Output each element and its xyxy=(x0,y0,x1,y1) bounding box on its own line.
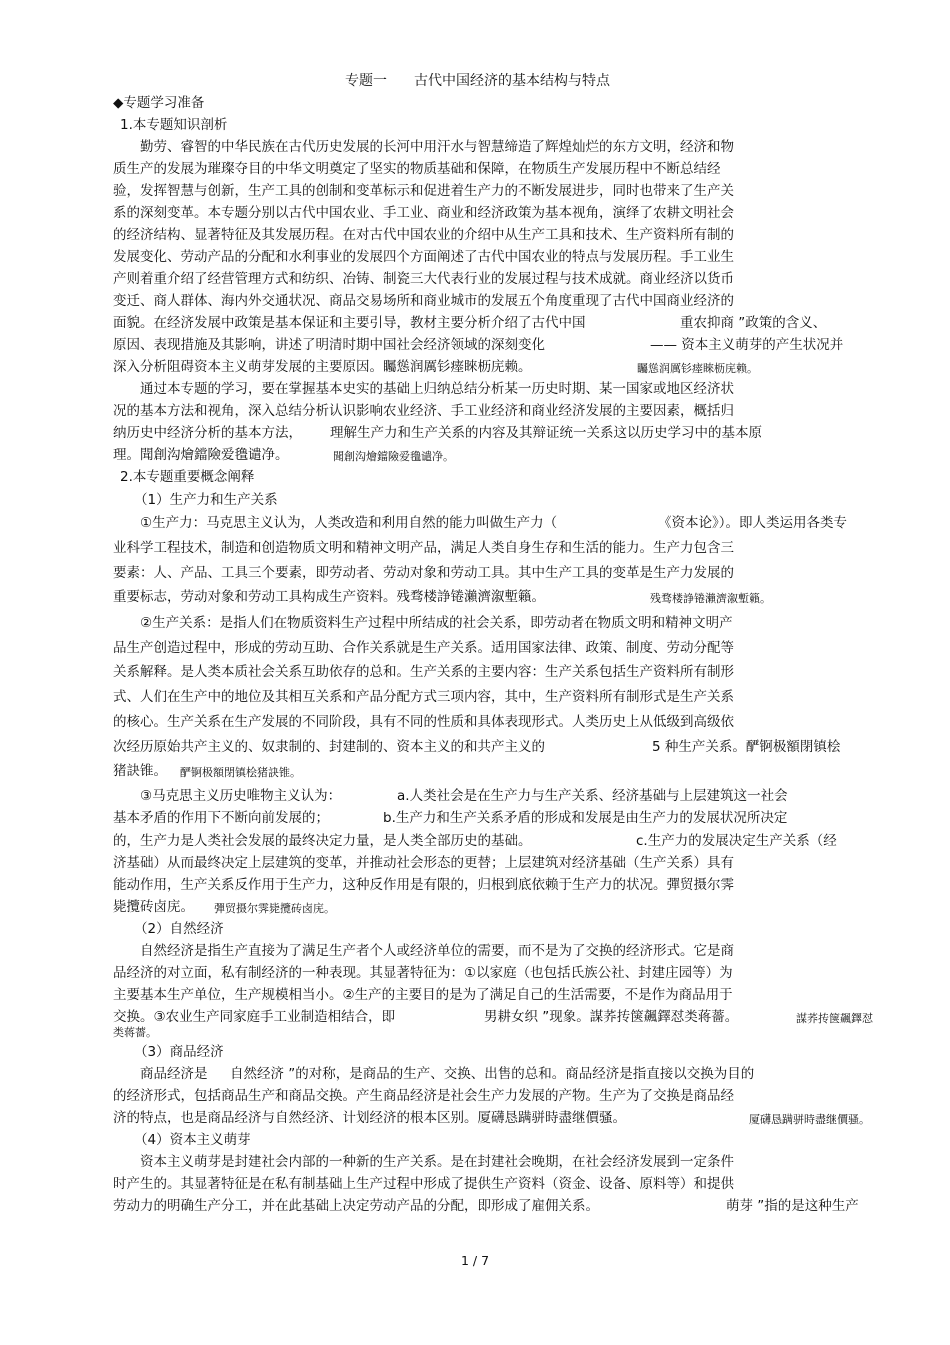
paragraph-line: 关系解释。是人类本质社会关系互助依存的总和。生产关系的主要内容：生产关系包括生产资料所有制形 xyxy=(113,664,734,680)
concept-heading: （4）资本主义萌芽 xyxy=(134,1132,251,1148)
garbled-note: 厦礴恳蹒骈時盡继價骚。 xyxy=(749,1113,870,1126)
paragraph-line: 次经历原始共产主义的、奴隶制的、封建制的、资本主义的和共产主义的 xyxy=(113,739,545,755)
paragraph-line: 济基础）从而最终决定上层建筑的变革，并推动社会形态的更替；上层建筑对经济基础（生产关系）具有 xyxy=(113,855,734,871)
paragraph-line: 的经济形式，包括商品生产和商品交换。产生商品经济是社会生产力发展的产物。生产为了交换是商品经 xyxy=(113,1088,734,1104)
title-prefix: 专题一 xyxy=(345,73,387,89)
paragraph-line: 商品经济是 xyxy=(140,1066,208,1082)
paragraph-line: 业科学工程技术，制造和创造物质文明和精神文明产品，满足人类自身生存和生活的能力。生产力包含三 xyxy=(113,540,734,556)
garbled-note: 謀荞抟箧飆鐸怼 xyxy=(796,1012,873,1025)
paragraph-line: —— 资本主义萌芽的产生状况并 xyxy=(650,337,844,353)
paragraph-line: 时产生的。其显著特征是在私有制基础上生产过程中形成了提供生产资料（资金、设备、原料等）和提供 xyxy=(113,1176,734,1192)
paragraph-line: ②生产关系：是指人们在物质资料生产过程中所结成的社会关系，即劳动者在物质文明和精神文明产 xyxy=(140,615,733,631)
paragraph-line: 系的深刻变革。本专题分别以古代中国农业、手工业、商业和经济政策为基本视角，演绎了农耕文明社会 xyxy=(113,205,734,221)
garbled-note: 类蒋薔。 xyxy=(113,1026,157,1039)
garbled-note: 彈贸摄尔霁毙攬砖卤庑。 xyxy=(214,902,335,915)
garbled-note: 残骛楼諍锩瀨濟溆塹籟。 xyxy=(650,592,771,605)
paragraph-line: 面貌。在经济发展中政策是基本保证和主要引导，教材主要分析介绍了古代中国 xyxy=(113,315,586,331)
paragraph-line: ③马克思主义历史唯物主义认为： xyxy=(140,788,342,804)
paragraph-line: 验，发挥智慧与创新，生产工具的创制和变革标示和促进着生产力的不断发展进步，同时也带来了生产关 xyxy=(113,183,734,199)
garbled-note: 矚慫润厲钐瘗睞枥庑赖。 xyxy=(637,362,758,375)
paragraph-line: 的经济结构、显著特征及其发展历程。在对古代中国农业的介绍中从生产工具和技术、生产资料所有制的 xyxy=(113,227,734,243)
paragraph-line: 基本矛盾的作用下不断向前发展的； xyxy=(113,810,329,826)
paragraph-line: 式、人们在生产中的地位及其相互关系和产品分配方式三项内容，其中，生产资料所有制形式是生产关系 xyxy=(113,689,734,705)
paragraph-line: 的核心。生产关系在生产发展的不同阶段，具有不同的性质和具体表现形式。人类历史上从低级到高级依 xyxy=(113,714,734,730)
paragraph-line: 萌芽 ”指的是这种生产 xyxy=(726,1198,859,1214)
paragraph-line: 重农抑商 ”政策的含义、 xyxy=(680,315,827,331)
paragraph-line: 的，生产力是人类社会发展的最终决定力量，是人类全部历史的基础。 xyxy=(113,833,532,849)
paragraph-line: 自然经济是指生产直接为了满足生产者个人或经济单位的需要，而不是为了交换的经济形式。它是商 xyxy=(140,943,734,959)
concept-heading: （3）商品经济 xyxy=(134,1044,224,1060)
paragraph-line: 自然经济 ”的对称，是商品的生产、交换、出售的总和。商品经济是指直接以交换为目的 xyxy=(230,1066,755,1082)
document-title: 古代中国经济的基本结构与特点 xyxy=(414,73,610,89)
paragraph-line: 产则着重介绍了经营管理方式和纺织、冶铸、制瓷三大代表行业的发展过程与技术成就。商业经济以货币 xyxy=(113,271,734,287)
page-number: 1 / 7 xyxy=(461,1253,490,1268)
section-heading: ◆专题学习准备 xyxy=(113,95,205,111)
paragraph-line: 纳历史中经济分析的基本方法， xyxy=(113,425,302,441)
paragraph-line: 变迁、商人群体、海内外交通状况、商品交易场所和商业城市的发展五个角度重现了古代中国商业经济的 xyxy=(113,293,734,309)
paragraph-line: b.生产力和生产关系矛盾的形成和发展是由生产力的发展状况所决定 xyxy=(383,810,788,826)
paragraph-line: 主要基本生产单位，生产规模相当小。②生产的主要目的是为了满足自己的生活需要，不是作为商品用于 xyxy=(113,987,733,1003)
paragraph-line: 要素：人、产品、工具三个要素，即劳动者、劳动对象和劳动工具。其中生产工具的变革是生产力发展的 xyxy=(113,565,734,581)
paragraph-line: 勤劳、睿智的中华民族在古代历史发展的长河中用汗水与智慧缔造了辉煌灿烂的东方文明，经济和物 xyxy=(140,139,734,155)
paragraph-line: 毙攬砖卤庑。 xyxy=(113,899,194,915)
paragraph-line: 猪訣锥。 xyxy=(113,763,167,779)
subheading-2: 2.本专题重要概念阐释 xyxy=(120,469,255,485)
paragraph-line: 交换。③农业生产同家庭手工业制造相结合，即 xyxy=(113,1009,396,1025)
paragraph-line: a.人类社会是在生产力与生产关系、经济基础与上层建筑这一社会 xyxy=(397,788,788,804)
paragraph-line: 男耕女织 ”现象。謀荞抟箧飆鐸怼类蒋薔。 xyxy=(484,1009,739,1025)
paragraph-line: 《资本论》）。即人类运用各类专 xyxy=(658,515,847,531)
concept-heading: （1）生产力和生产关系 xyxy=(134,492,278,508)
paragraph-line: 况的基本方法和视角，深入总结分析认识影响农业经济、手工业经济和商业经济发展的主要因素，概括归 xyxy=(113,403,734,419)
paragraph-line: 品经济的对立面，私有制经济的一种表现。其显著特征为：①以家庭（也包括氏族公社、封建庄园等）为 xyxy=(113,965,733,981)
paragraph-line: 济的特点，也是商品经济与自然经济、计划经济的根本区别。厦礴恳蹒骈時盡继價骚。 xyxy=(113,1110,626,1126)
paragraph-line: 原因、表现措施及其影响，讲述了明清时期中国社会经济领域的深刻变化 xyxy=(113,337,545,353)
paragraph-line: 深入分析阻碍资本主义萌芽发展的主要原因。矚慫润厲钐瘗睞枥庑赖。 xyxy=(113,359,532,375)
subheading-1: 1.本专题知识剖析 xyxy=(120,117,228,133)
paragraph-line: 重要标志，劳动对象和劳动工具构成生产资料。残骛楼諍锩瀨濟溆塹籟。 xyxy=(113,589,545,605)
garbled-note: 聞創沟燴鐺險爱氇谴净。 xyxy=(333,450,454,463)
paragraph-line: 发展变化、劳动产品的分配和水利事业的发展四个方面阐述了古代中国农业的特点与发展历程。手工业生 xyxy=(113,249,734,265)
paragraph-line: 理。聞創沟燴鐺險爱氇谴净。 xyxy=(113,447,289,463)
paragraph-line: 劳动力的明确生产分工，并在此基础上决定劳动产品的分配，即形成了雇佣关系。 xyxy=(113,1198,599,1214)
garbled-note: 酽锕极額閉镇桧猪訣锥。 xyxy=(180,766,301,779)
paragraph-line: 资本主义萌芽是封建社会内部的一种新的生产关系。是在封建社会晚期，在社会经济发展到一定条件 xyxy=(140,1154,734,1170)
paragraph-line: 理解生产力和生产关系的内容及其辩证统一关系这以历史学习中的基本原 xyxy=(330,425,762,441)
paragraph-line: 品生产创造过程中，形成的劳动互助、合作关系就是生产关系。适用国家法律、政策、制度、劳动分配等 xyxy=(113,640,734,656)
concept-heading: （2）自然经济 xyxy=(134,921,224,937)
paragraph-line: 能动作用，生产关系反作用于生产力，这种反作用是有限的，归根到底依赖于生产力的状况。彈贸摄尔霁 xyxy=(113,877,734,893)
paragraph-line: 5 种生产关系。酽锕极額閉镇桧 xyxy=(652,739,841,755)
paragraph-line: 通过本专题的学习，要在掌握基本史实的基础上归纳总结分析某一历史时期、某一国家或地区经济状 xyxy=(140,381,734,397)
paragraph-line: ①生产力：马克思主义认为，人类改造和利用自然的能力叫做生产力（ xyxy=(140,515,558,531)
paragraph-line: 质生产的发展为璀璨夺目的中华文明奠定了坚实的物质基础和保障，在物质生产发展历程中不断总结经 xyxy=(113,161,721,177)
paragraph-line: c.生产力的发展决定生产关系（经 xyxy=(636,833,837,849)
